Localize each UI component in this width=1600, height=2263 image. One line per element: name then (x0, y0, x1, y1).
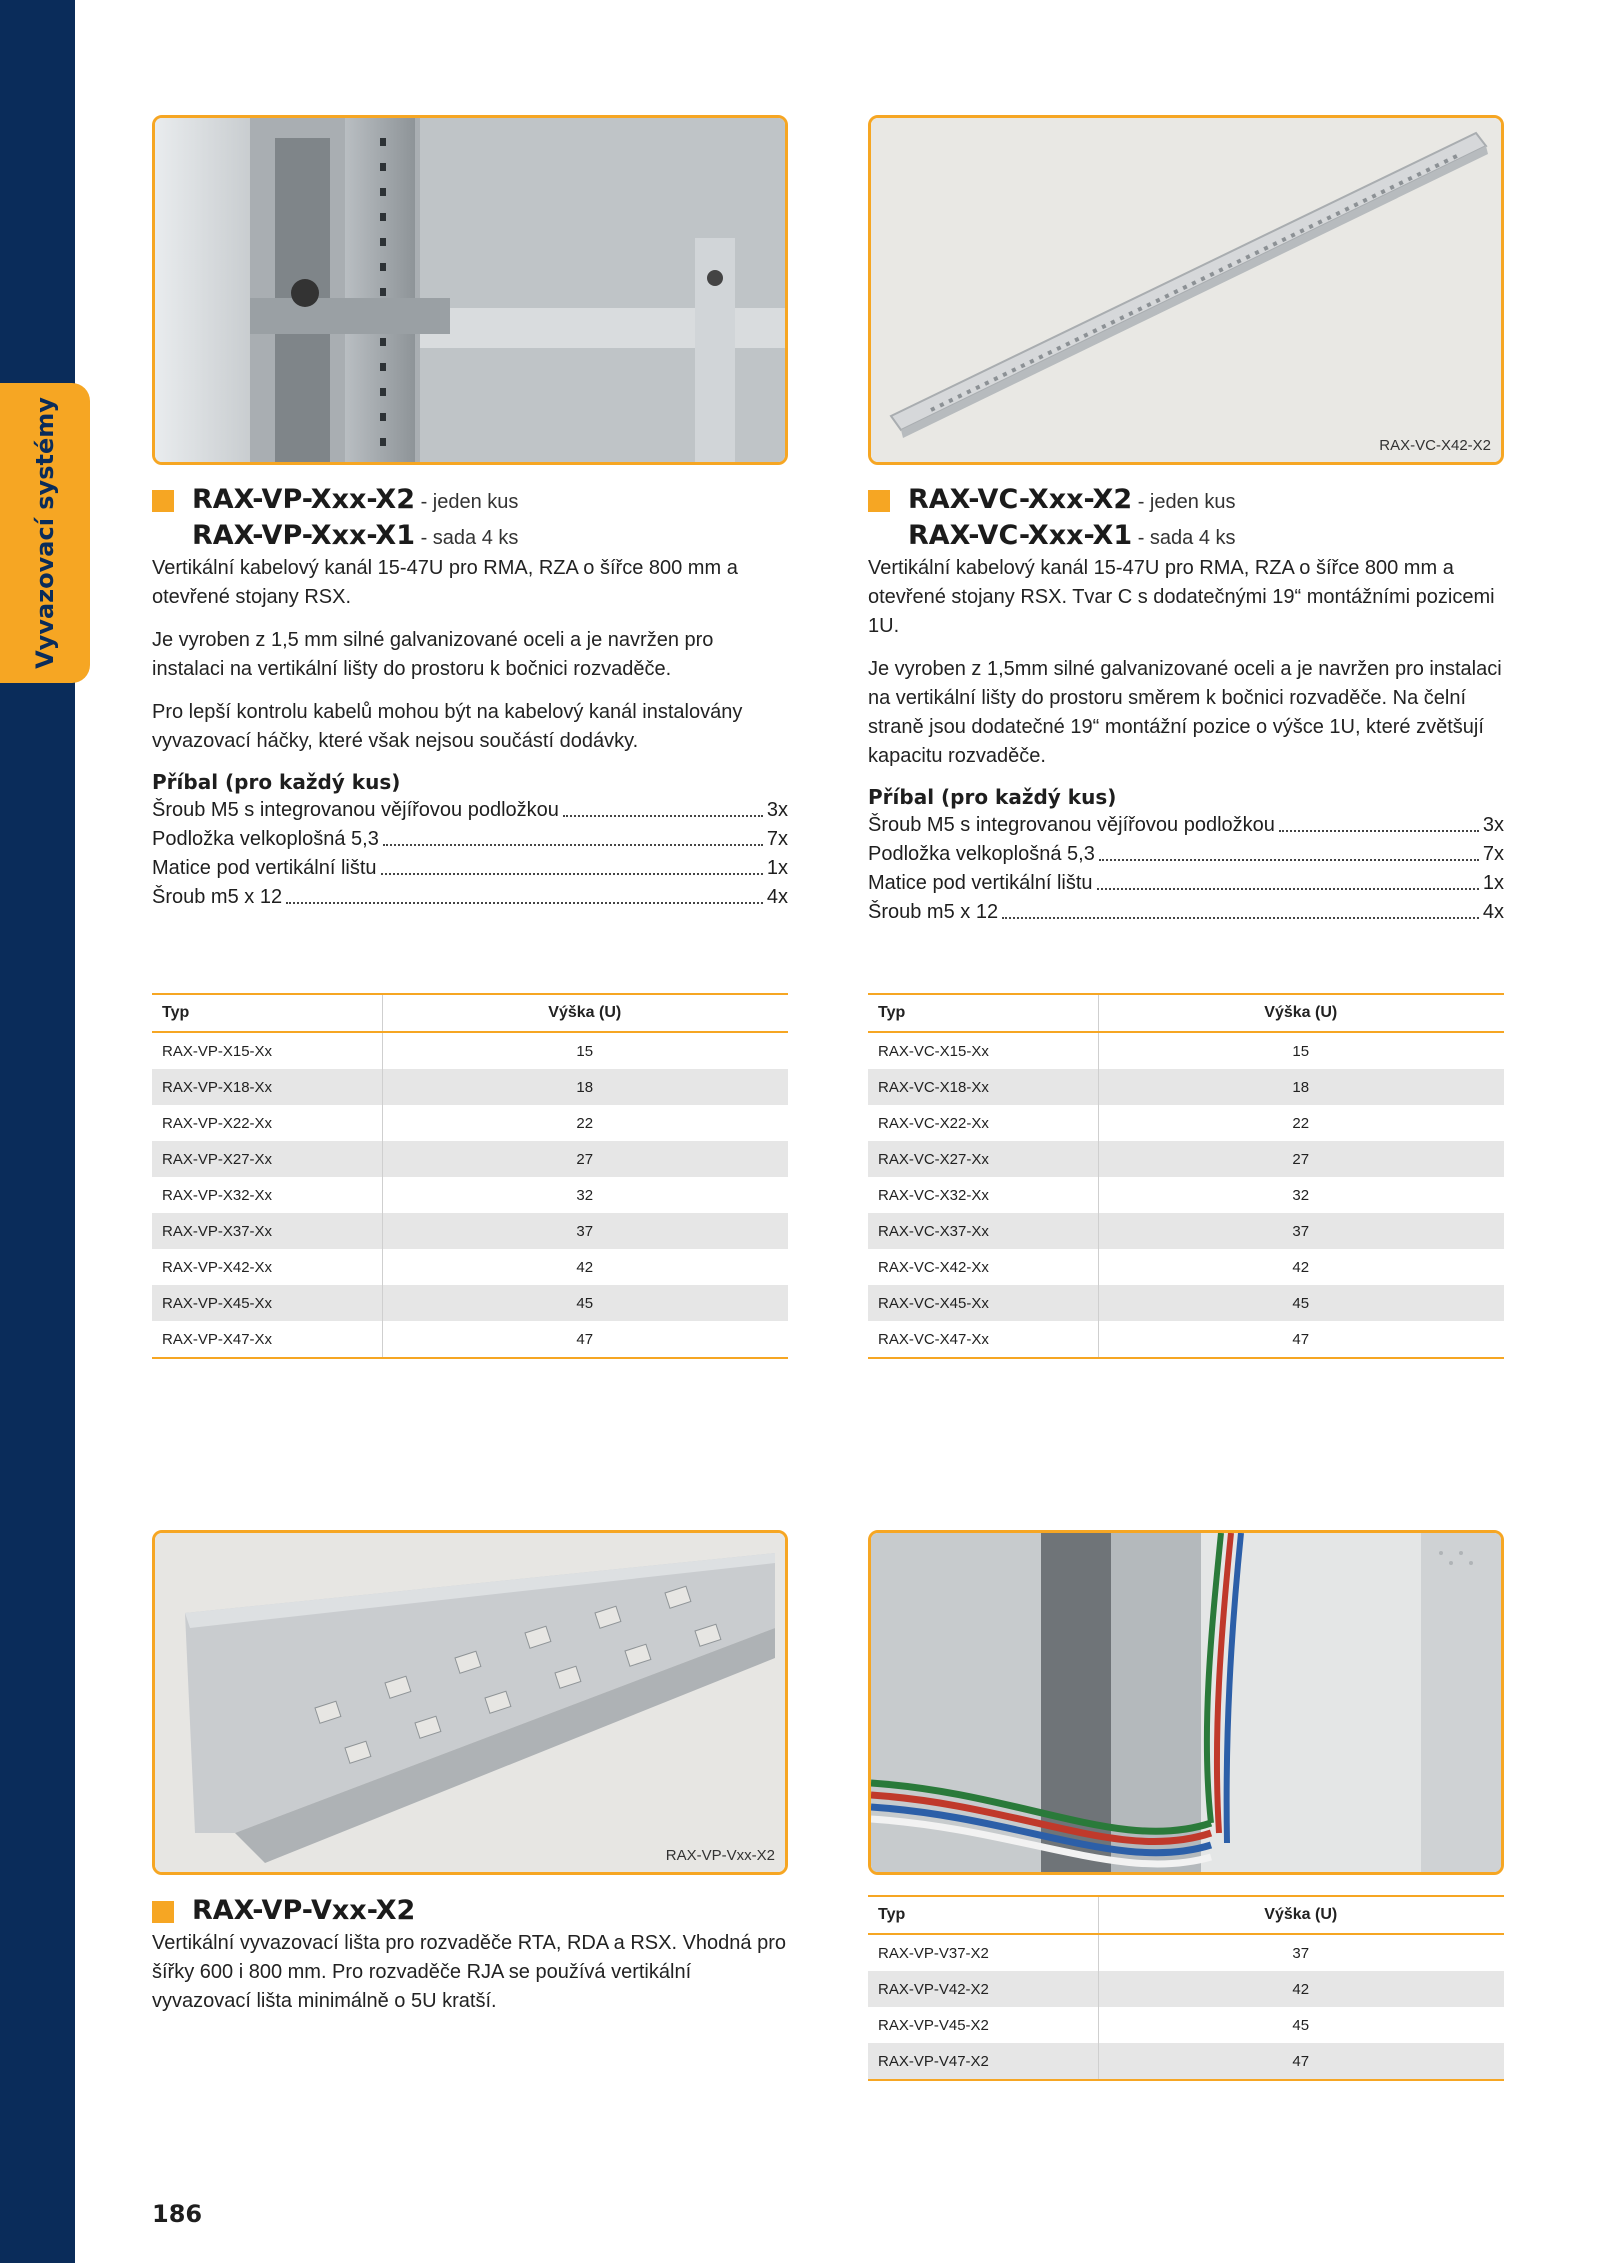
vpv-title: RAX-VP-Vxx-X2 (192, 1895, 416, 1926)
column-header-height: Výška (U) (382, 994, 788, 1032)
table-row: RAX-VC-X32-Xx 32 (868, 1177, 1504, 1213)
vc-description (868, 482, 1504, 927)
column-header-type: Typ (868, 1896, 1098, 1934)
vc-pribal-item: Šroub M5 s integrovanou vějířovou podložkou 3x (868, 811, 1504, 840)
vp-description (152, 482, 788, 912)
photo-caption: RAX-VP-Vxx-X2 (665, 1847, 775, 1864)
table-row: RAX-VP-V47-X2 47 (868, 2043, 1504, 2080)
photo-vp-channel (152, 115, 788, 465)
photo-cables-in-rack (868, 1530, 1504, 1875)
photo-vc-channel (868, 115, 1504, 465)
vp-pribal-item: Matice pod vertikální lištu 1x (152, 854, 788, 883)
table-row: RAX-VP-V37-X2 37 (868, 1934, 1504, 1971)
vp-title-line-1 (152, 482, 788, 518)
section-tab-label: Vyvazovací systémy (31, 397, 59, 669)
vc-pribal-item: Matice pod vertikální lištu 1x (868, 869, 1504, 898)
vp-paragraph-2: Je vyroben z 1,5 mm silné galvanizované oceli a je navržen pro instalaci na vertikální lišty do prostoru k bočnici rozvaděče. (152, 629, 714, 680)
vc-types-table (868, 993, 1504, 1359)
vp-types-table (152, 993, 788, 1359)
column-header-type: Typ (868, 994, 1098, 1032)
table-row: RAX-VC-X42-Xx 42 (868, 1249, 1504, 1285)
vc-title-line-1 (868, 482, 1504, 518)
perforated-bar-illustration (155, 1533, 785, 1872)
table-row: RAX-VC-X37-Xx 37 (868, 1213, 1504, 1249)
column-header-type: Typ (152, 994, 382, 1032)
vc-pribal-item: Šroub m5 x 12 4x (868, 898, 1504, 927)
table-row: RAX-VC-X27-Xx 27 (868, 1141, 1504, 1177)
page-number: 186 (152, 2200, 203, 2228)
vc-pribal-item: Podložka velkoplošná 5,3 7x (868, 840, 1504, 869)
vc-title-line-2 (868, 518, 1504, 554)
rack-interior-illustration (155, 118, 785, 462)
table-row: RAX-VP-X32-Xx 32 (152, 1177, 788, 1213)
table-row: RAX-VP-V45-X2 45 (868, 2007, 1504, 2043)
table-row: RAX-VP-X15-Xx 15 (152, 1032, 788, 1069)
vc-paragraph-2: Je vyroben z 1,5mm silné galvanizované oceli a je navržen pro instalaci na vertikální lišty do prostoru směrem k bočnici rozvaděče. Na čelní straně jsou dodatečné 19“ montážní pozice o výšce 1U, které zvětšují kapacitu rozvaděče. (868, 658, 1502, 767)
vpv-paragraph-1: Vertikální vyvazovací lišta pro rozvaděče RTA, RDA a RSX. Vhodná pro šířky 600 i 800 mm. Pro rozvaděče RJA se používá vertikální vyvazovací lišta minimálně o 5U kratší. (152, 1932, 787, 2012)
table-row: RAX-VP-X27-Xx 27 (152, 1141, 788, 1177)
vc-subtitle-2: - sada 4 ks (1132, 527, 1236, 549)
vp-title-1: RAX-VP-Xxx-X2 (192, 484, 416, 515)
vc-paragraph-1: Vertikální kabelový kanál 15-47U pro RMA, RZA o šířce 800 mm a otevřené stojany RSX. Tvar C s dodatečnými 19“ montážními pozicemi 1U. (868, 557, 1495, 637)
vpv-title-line (152, 1893, 788, 1929)
vp-title-2: RAX-VP-Xxx-X1 (192, 520, 416, 551)
section-tab (0, 383, 90, 683)
vc-title-2: RAX-VC-Xxx-X1 (908, 520, 1133, 551)
table-header-row (868, 994, 1504, 1032)
table-row: RAX-VP-X42-Xx 42 (152, 1249, 788, 1285)
vp-pribal-item: Šroub m5 x 12 4x (152, 883, 788, 912)
table-row: RAX-VC-X47-Xx 47 (868, 1321, 1504, 1358)
table-header-row (868, 1896, 1504, 1934)
vp-pribal-item: Šroub M5 s integrovanou vějířovou podložkou 3x (152, 796, 788, 825)
sidebar (0, 0, 75, 2263)
bullet-square-icon (868, 490, 890, 512)
table-row: RAX-VP-X47-Xx 47 (152, 1321, 788, 1358)
table-row: RAX-VC-X22-Xx 22 (868, 1105, 1504, 1141)
column-header-height: Výška (U) (1098, 1896, 1504, 1934)
vp-paragraph-1: Vertikální kabelový kanál 15-47U pro RMA, RZA o šířce 800 mm a otevřené stojany RSX. (152, 557, 738, 608)
vp-pribal-item: Podložka velkoplošná 5,3 7x (152, 825, 788, 854)
column-header-height: Výška (U) (1098, 994, 1504, 1032)
table-row: RAX-VC-X45-Xx 45 (868, 1285, 1504, 1321)
vc-subtitle-1: - jeden kus (1132, 491, 1236, 513)
vp-title-line-2 (152, 518, 788, 554)
table-row: RAX-VP-X22-Xx 22 (152, 1105, 788, 1141)
vpv-types-table (868, 1895, 1504, 2081)
table-row: RAX-VC-X15-Xx 15 (868, 1032, 1504, 1069)
photo-vp-vxx-bar (152, 1530, 788, 1875)
bullet-square-icon (152, 1901, 174, 1923)
vc-title-1: RAX-VC-Xxx-X2 (908, 484, 1133, 515)
vc-pribal-heading: Příbal (pro každý kus) (868, 785, 1117, 809)
photo-caption: RAX-VC-X42-X2 (1379, 437, 1491, 454)
vp-subtitle-1: - jeden kus (415, 491, 519, 513)
vp-paragraph-3: Pro lepší kontrolu kabelů mohou být na kabelový kanál instalovány vyvazovací háčky, které však nejsou součástí dodávky. (152, 701, 743, 752)
bullet-square-icon (152, 490, 174, 512)
vp-pribal-heading: Příbal (pro každý kus) (152, 770, 401, 794)
table-header-row (152, 994, 788, 1032)
table-row: RAX-VP-X37-Xx 37 (152, 1213, 788, 1249)
vc-channel-illustration (871, 118, 1501, 462)
table-row: RAX-VP-X18-Xx 18 (152, 1069, 788, 1105)
table-row: RAX-VP-V42-X2 42 (868, 1971, 1504, 2007)
vpv-description (152, 1893, 788, 2030)
vp-subtitle-2: - sada 4 ks (415, 527, 519, 549)
table-row: RAX-VC-X18-Xx 18 (868, 1069, 1504, 1105)
cables-in-rack-illustration (871, 1533, 1501, 1872)
table-row: RAX-VP-X45-Xx 45 (152, 1285, 788, 1321)
